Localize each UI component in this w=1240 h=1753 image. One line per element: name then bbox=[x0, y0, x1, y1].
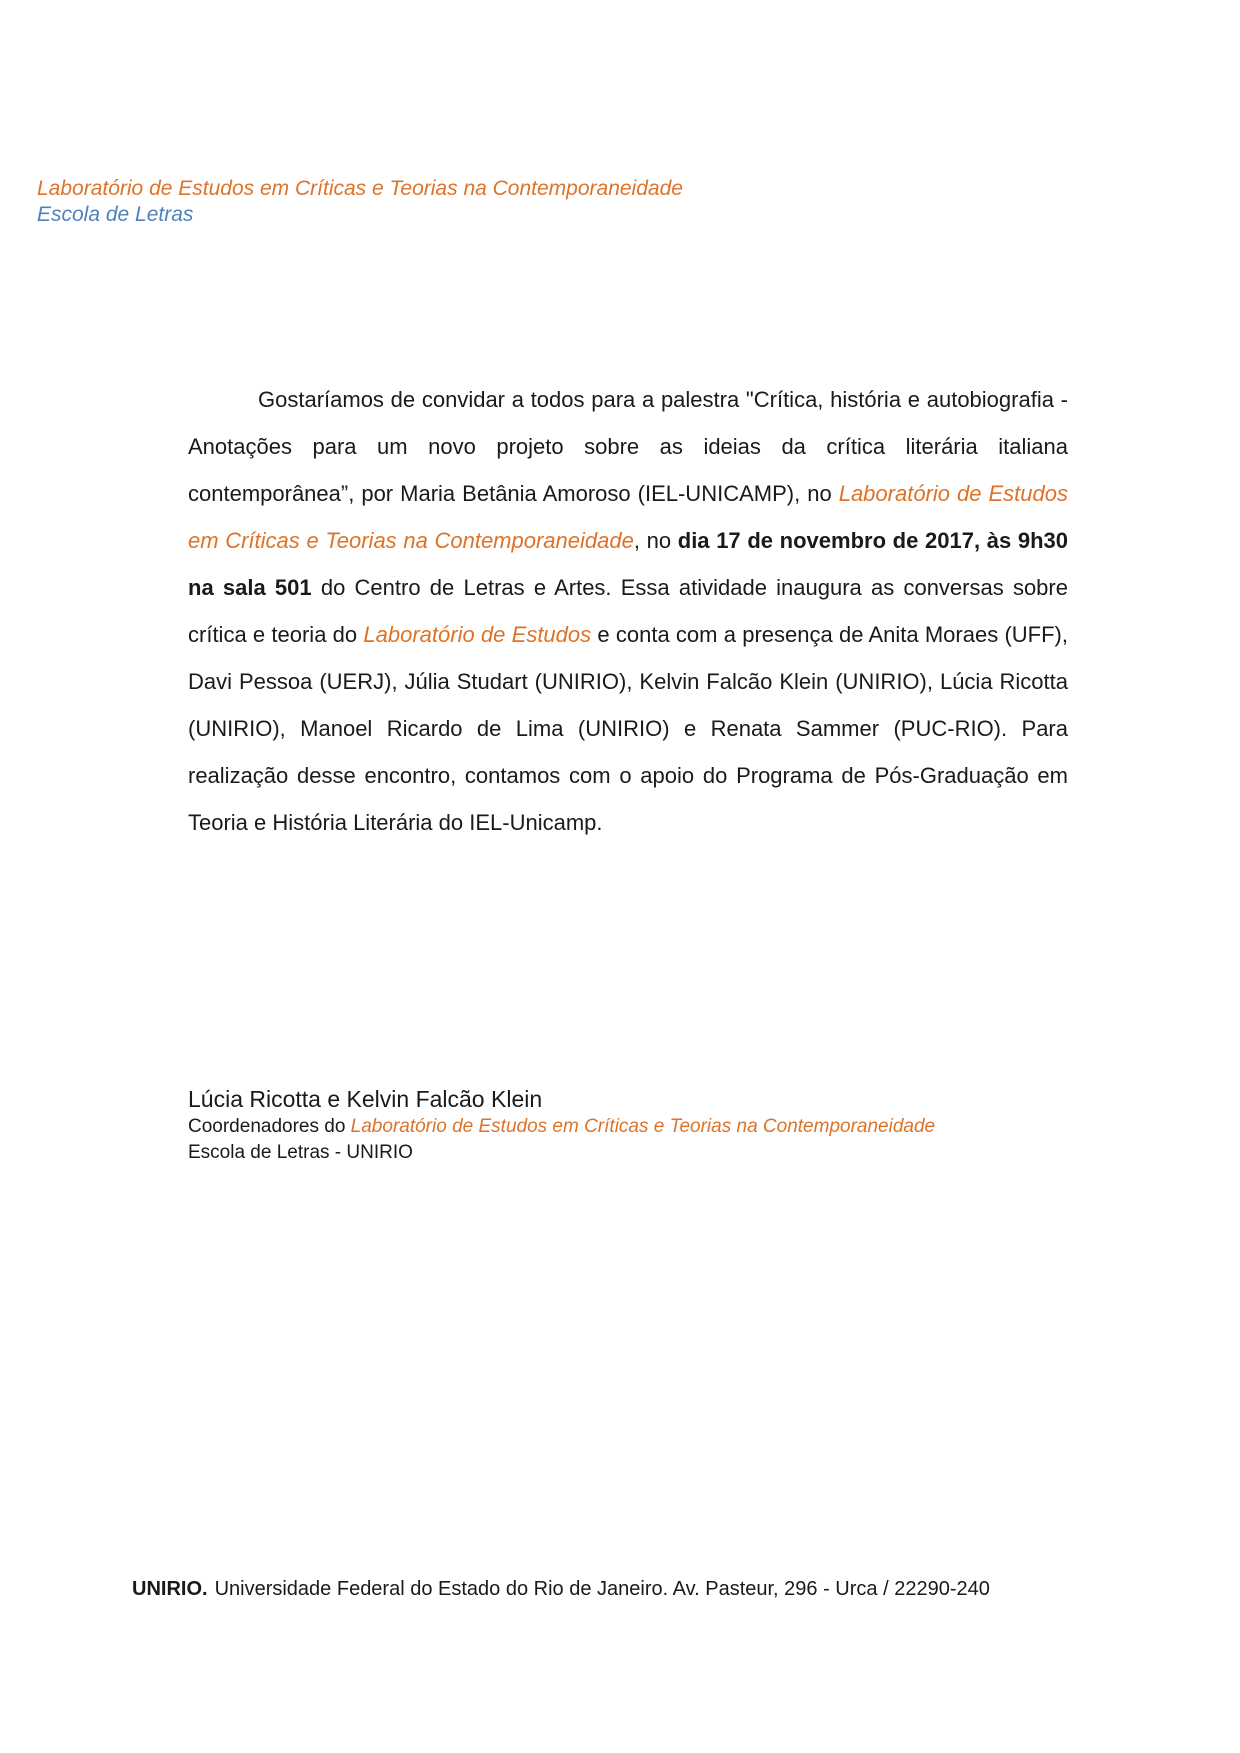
letterhead bbox=[37, 176, 683, 228]
invitation-paragraph: Gostaríamos de convidar a todos para a palestra "Crítica, história e autobiografia - Anotações para um novo projeto sobre as ideias da crítica literária italiana contemporânea”, por Maria Betânia Amoroso (IEL-UNICAMP), no Laboratório de Estudos em Críticas e Teorias na Contemporaneidade, no dia 17 de novembro de 2017, às 9h30 na sala 501 do Centro de Letras e Artes. Essa atividade inaugura as conversas sobre crítica e teoria do Laboratório de Estudos e conta com a presença de Anita Moraes (UFF), Davi Pessoa (UERJ), Júlia Studart (UNIRIO), Kelvin Falcão Klein (UNIRIO), Lúcia Ricotta (UNIRIO), Manoel Ricardo de Lima (UNIRIO) e Renata Sammer (PUC-RIO). Para realização desse encontro, contamos com o apoio do Programa de Pós-Graduação em Teoria e História Literária do IEL-Unicamp. bbox=[188, 387, 1068, 835]
signature-names: Lúcia Ricotta e Kelvin Falcão Klein bbox=[188, 1086, 543, 1112]
letterhead-school-name: Escola de Letras bbox=[37, 203, 194, 226]
signature-school: Escola de Letras - UNIRIO bbox=[188, 1142, 413, 1163]
footer-address: UNIRIO. Universidade Federal do Estado do Rio de Janeiro. Av. Pasteur, 296 - Urca / 22290-240 bbox=[132, 1578, 990, 1600]
letterhead-lab-title: Laboratório de Estudos em Críticas e Teorias na Contemporaneidade bbox=[37, 177, 683, 200]
signature-role: Coordenadores do Laboratório de Estudos em Críticas e Teorias na Contemporaneidade bbox=[188, 1116, 936, 1137]
signature-block bbox=[188, 1084, 1088, 1166]
